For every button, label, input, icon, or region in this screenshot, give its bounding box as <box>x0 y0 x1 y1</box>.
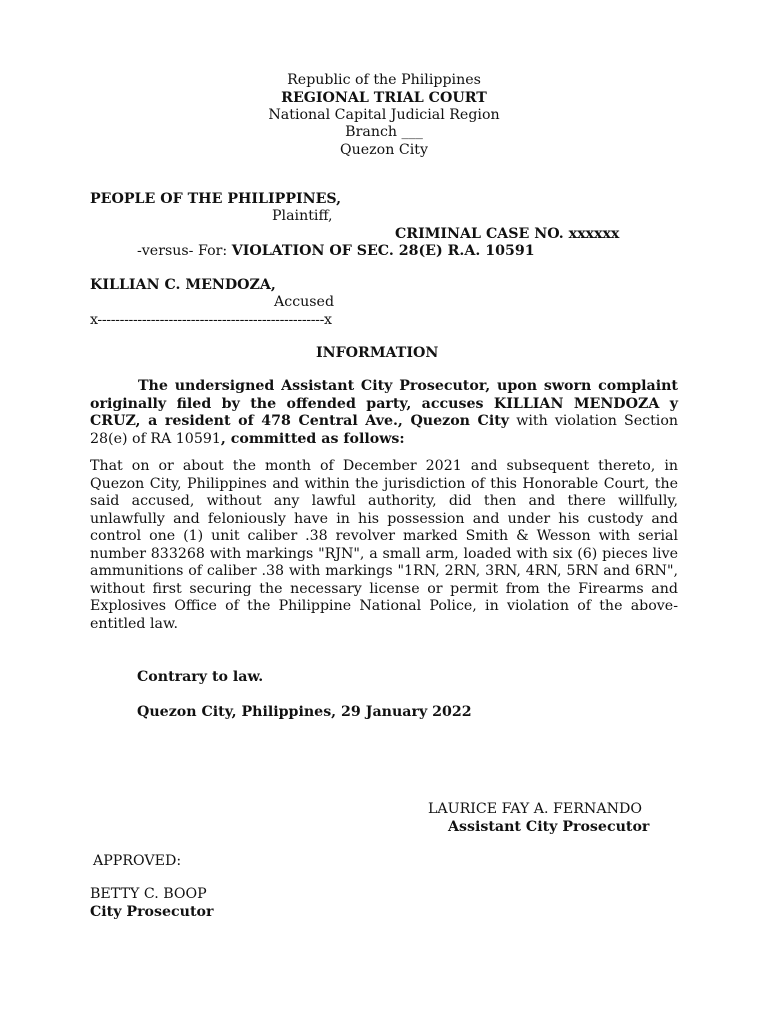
header-region: National Capital Judicial Region <box>268 107 500 123</box>
caption-separator: x---------------------------------------------------x <box>90 312 332 328</box>
intro-part3: , committed as follows: <box>220 430 405 447</box>
approver-title: City Prosecutor <box>90 904 214 920</box>
header-city: Quezon City <box>340 142 428 158</box>
header-branch: Branch ___ <box>345 124 423 140</box>
for-label: For: <box>198 243 228 259</box>
signatory-title: Assistant City Prosecutor <box>448 819 650 835</box>
versus-text: -versus- <box>137 243 194 259</box>
versus-line <box>137 243 535 261</box>
accused-name: KILLIAN C. MENDOZA, <box>90 277 276 293</box>
body-paragraph: That on or about the month of December 2021 and subsequent thereto, in Quezon City, Philippines and within the jurisdiction of this Honorable Court, the said accused, without any lawful authority, did then and there willfully, unlawfully and feloniously have in his possession and under his custody and control one (1) unit caliber .38 revolver marked Smith & Wesson with serial number 833268 with markings "RJN", a small arm, loaded with six (6) pieces live ammunitions of caliber .38 with markings "1RN, 2RN, 3RN, 4RN, 5RN and 6RN", without first securing the necessary license or permit from the Firearms and Explosives Office of the Philippine National Police, in violation of the above-entitled law. <box>90 458 678 632</box>
case-number: CRIMINAL CASE NO. xxxxxx <box>395 226 620 242</box>
place-date: Quezon City, Philippines, 29 January 2022 <box>137 704 472 720</box>
contrary-to-law: Contrary to law. <box>137 669 264 685</box>
intro-part1: The undersigned Assistant City Prosecutor, upon sworn complaint originally filed by the offended party, accuses KILLIAN MENDOZA y CRUZ, a resident of 478 Central Ave., Quezon City <box>90 378 678 429</box>
intro-paragraph <box>90 378 678 448</box>
accused-role: Accused <box>274 294 335 310</box>
intro-part2: with violation Section 28(e) of RA 10591 <box>90 413 679 447</box>
header-republic: Republic of the Philippines <box>287 72 481 88</box>
offense-text: VIOLATION OF SEC. 28(E) R.A. 10591 <box>231 243 535 259</box>
approved-label: APPROVED: <box>93 853 182 869</box>
header-court: REGIONAL TRIAL COURT <box>281 90 487 106</box>
document-title: INFORMATION <box>316 345 439 361</box>
approver-name: BETTY C. BOOP <box>90 886 207 902</box>
plaintiff-name: PEOPLE OF THE PHILIPPINES, <box>90 191 342 207</box>
plaintiff-role: Plaintiff, <box>272 208 333 224</box>
signatory-name: LAURICE FAY A. FERNANDO <box>428 801 643 817</box>
